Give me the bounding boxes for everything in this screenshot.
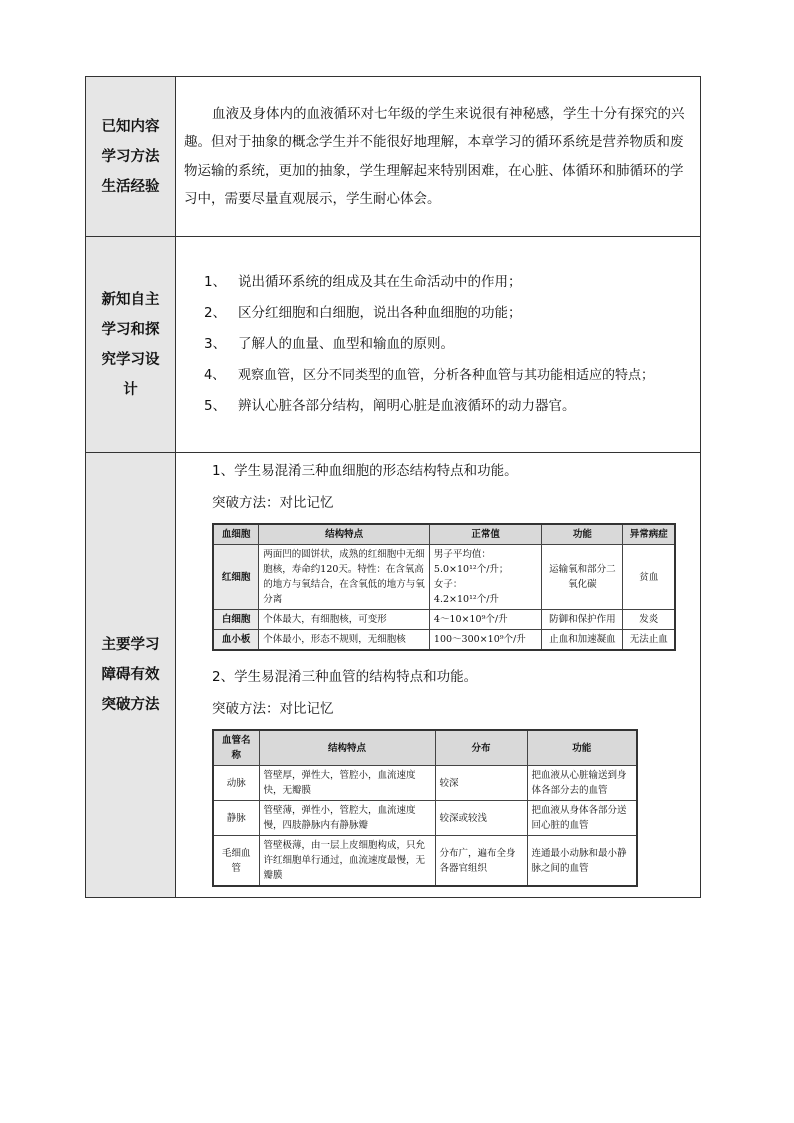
- label-line: 学习和探: [101, 321, 160, 338]
- table-header-row: [213, 524, 675, 545]
- cell-name: 静脉: [213, 801, 259, 836]
- label-line: 已知内容: [101, 118, 160, 135]
- column-header: 血细胞: [213, 524, 259, 545]
- cell-function: 止血和加速凝血: [542, 630, 623, 651]
- cell-structure: 管壁厚，弹性大，管腔小，血流速度快，无瓣膜: [259, 766, 435, 801]
- label-line: 新知自主: [101, 291, 160, 308]
- label-line: 突破方法: [101, 697, 160, 713]
- cell-disease: 无法止血: [623, 630, 675, 651]
- cell-structure: 个体最小，形态不规则，无细胞核: [259, 630, 430, 651]
- table-row: [213, 630, 675, 651]
- row-label-obstacles: [86, 453, 176, 898]
- cell-structure: 个体最大，有细胞核，可变形: [259, 610, 430, 630]
- cell-function: 运输氧和部分二氧化碳: [542, 545, 623, 610]
- label-line: 主要学习: [101, 637, 160, 653]
- row-prior-knowledge: [86, 77, 701, 237]
- blood-cell-table: [212, 523, 676, 651]
- cell-normal-value: 100～300×10⁹个/升: [429, 630, 541, 651]
- row-label-prior-knowledge: [86, 77, 176, 237]
- goal-text: 了解人的血量、血型和输血的原则。: [238, 336, 454, 352]
- cell-name: 白细胞: [213, 610, 259, 630]
- table-row: [213, 545, 675, 610]
- cell-disease: 发炎: [623, 610, 675, 630]
- table-row: [213, 836, 637, 887]
- row-learning-design: [86, 237, 701, 453]
- table-row: [213, 610, 675, 630]
- goal-number: 1、: [204, 274, 227, 290]
- cell-structure: 管壁薄，弹性小，管腔大，血流速度慢，四肢静脉内有静脉瓣: [259, 801, 435, 836]
- table-row: [213, 801, 637, 836]
- goal-text: 区分红细胞和白细胞，说出各种血细胞的功能；: [238, 305, 522, 321]
- cell-distribution: 分布广，遍布全身各器官组织: [435, 836, 527, 887]
- goal-text: 辨认心脏各部分结构，阐明心脏是血液循环的动力器官。: [238, 398, 576, 414]
- goal-number: 3、: [204, 336, 227, 352]
- normal-line: 5.0×10¹²个/升；: [433, 564, 509, 575]
- goal-number: 2、: [204, 305, 227, 321]
- column-header: 血管名称: [213, 730, 259, 766]
- cell-name: 血小板: [213, 630, 259, 651]
- column-header: 功能: [542, 524, 623, 545]
- goal-item: [204, 267, 692, 298]
- prior-knowledge-content: [176, 77, 701, 237]
- row-obstacles: [86, 453, 701, 898]
- goal-item: [204, 298, 692, 329]
- normal-line: 男子平均值：: [433, 549, 491, 560]
- cell-distribution: 较深或较浅: [435, 801, 527, 836]
- cell-function: 把血液从心脏输送到身体各部分去的血管: [527, 766, 637, 801]
- goal-text: 观察血管，区分不同类型的血管，分析各种血管与其功能相适应的特点；: [238, 368, 655, 383]
- cell-structure: 两面凹的圆饼状，成熟的红细胞中无细胞核，寿命约120天。特性：在含氧高的地方与氧结合，在含氧低的地方与氧分离: [259, 545, 430, 610]
- obstacle-title: 1、学生易混淆三种血细胞的形态结构特点和功能。: [212, 463, 518, 479]
- obstacle-title: 2、学生易混淆三种血管的结构特点和功能。: [212, 669, 478, 685]
- learning-goals-content: [176, 237, 701, 453]
- column-header: 正常值: [429, 524, 541, 545]
- normal-line: 4.2×10¹²个/升: [433, 594, 499, 605]
- column-header: 结构特点: [259, 730, 435, 766]
- goal-number: 5、: [204, 398, 227, 414]
- obstacles-content: [176, 453, 701, 898]
- label-line: 学习方法: [101, 148, 160, 165]
- prior-knowledge-paragraph: 血液及身体内的血液循环对七年级的学生来说很有神秘感，学生十分有探究的兴趣。但对于抽象的概念学生并不能很好地理解，本章学习的循环系统是营养物质和废物运输的系统，更加的抽象，学生理解起来特别困难，在心脏、体循环和肺循环的学习中，需要尽量直观展示，学生耐心体会。: [184, 105, 685, 207]
- cell-name: 动脉: [213, 766, 259, 801]
- label-line: 计: [123, 381, 138, 398]
- cell-normal-value: [429, 545, 541, 610]
- column-header: 异常病症: [623, 524, 675, 545]
- label-line: 生活经验: [101, 178, 160, 195]
- cell-normal-value: 4～10×10⁹个/升: [429, 610, 541, 630]
- learning-goals-list: [184, 267, 692, 422]
- label-line: 究学习设: [101, 351, 160, 368]
- label-line: 障碍有效: [101, 667, 160, 683]
- column-header: 结构特点: [259, 524, 430, 545]
- table-header-row: [213, 730, 637, 766]
- column-header: 分布: [435, 730, 527, 766]
- cell-function: 连通最小动脉和最小静脉之间的血管: [527, 836, 637, 887]
- cell-function: 把血液从身体各部分送回心脏的血管: [527, 801, 637, 836]
- goal-item: [204, 391, 692, 422]
- cell-distribution: 较深: [435, 766, 527, 801]
- cell-structure: 管壁极薄，由一层上皮细胞构成，只允许红细胞单行通过，血流速度最慢，无瓣膜: [259, 836, 435, 887]
- row-label-learning-design: [86, 237, 176, 453]
- goal-text: 说出循环系统的组成及其在生命活动中的作用；: [238, 274, 522, 290]
- cell-name: 红细胞: [213, 545, 259, 610]
- lesson-plan-table: [85, 76, 701, 898]
- normal-line: 女子：: [433, 579, 463, 590]
- cell-disease: 贫血: [623, 545, 675, 610]
- goal-number: 4、: [204, 368, 226, 383]
- cell-name: 毛细血管: [213, 836, 259, 887]
- goal-item: [204, 329, 692, 360]
- table-row: [213, 766, 637, 801]
- obstacle-method: 突破方法：对比记忆: [212, 701, 334, 717]
- goal-item: [204, 360, 692, 391]
- cell-function: 防御和保护作用: [542, 610, 623, 630]
- column-header: 功能: [527, 730, 637, 766]
- blood-vessel-table: [212, 729, 638, 887]
- obstacle-method: 突破方法：对比记忆: [212, 495, 334, 511]
